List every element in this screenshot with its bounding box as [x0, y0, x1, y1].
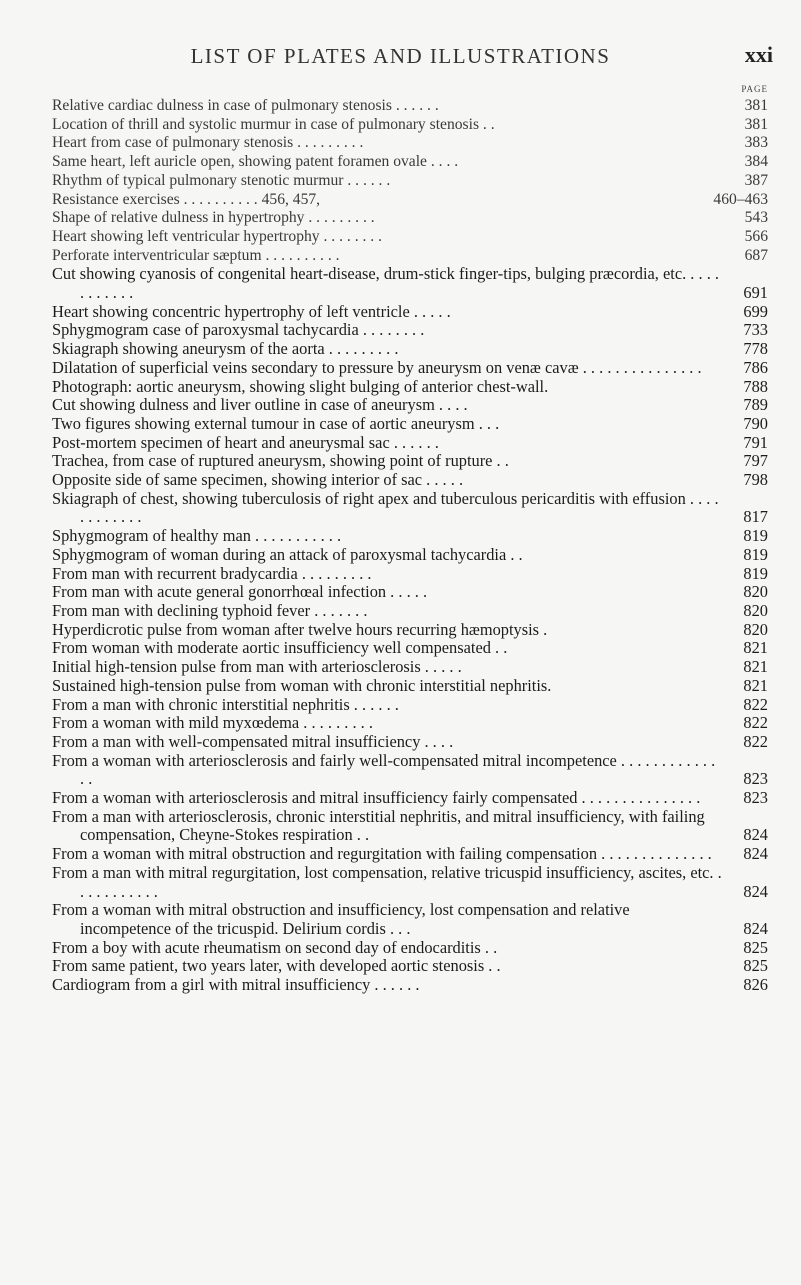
list-item: [52, 97, 768, 116]
entry-text: Skiagraph showing aneurysm of the aorta . . . . . . . . .: [52, 339, 399, 359]
entry-text: Trachea, from case of ruptured aneurysm, showing point of rupture . .: [52, 451, 509, 471]
entry-text: Sustained high-tension pulse from woman with chronic interstitial nephritis.: [52, 675, 552, 695]
entry-page-number: 824: [743, 825, 768, 845]
entry-text: From a woman with mitral obstruction and insufficiency, lost compensation and relative incompetence of the tricuspid. Delirium cordis . . .: [52, 900, 630, 938]
list-item: [52, 396, 768, 415]
entry-text: From a boy with acute rheumatism on second day of endocarditis . .: [52, 937, 498, 957]
entry-text: Cut showing cyanosis of congenital heart-disease, drum-stick finger-tips, bulging præcordia, etc. . . . . . . . . . . .: [52, 264, 719, 303]
entry-page-number: 821: [743, 638, 768, 658]
page-header-title: LIST OF PLATES AND ILLUSTRATIONS: [190, 44, 611, 68]
entry-page-number: 733: [743, 320, 768, 340]
entry-page-number: 387: [744, 171, 768, 189]
entry-page-number: 699: [743, 301, 768, 321]
list-item: [52, 452, 768, 471]
entry-page-number: 823: [743, 788, 768, 808]
entry-page-number: 381: [744, 97, 768, 114]
list-item: [52, 621, 768, 640]
list-item: [52, 340, 768, 359]
entry-page-number: 820: [743, 600, 768, 620]
list-item: [52, 901, 768, 938]
list-item: [52, 434, 768, 453]
list-item: [52, 153, 768, 172]
entry-text: From man with declining typhoid fever . . . . . . .: [52, 600, 368, 620]
entry-page-number: 789: [743, 395, 768, 415]
entry-page-number: 791: [743, 432, 768, 452]
entry-page-number: 825: [743, 937, 768, 957]
entry-page-number: 798: [743, 470, 768, 490]
list-item: [52, 172, 768, 191]
list-item: [52, 490, 768, 527]
entry-text: Heart from case of pulmonary stenosis . . . . . . . . .: [52, 134, 364, 152]
entry-text: Shape of relative dulness in hypertrophy . . . . . . . . .: [52, 209, 375, 227]
entry-page-number: 790: [743, 413, 768, 433]
list-item: [52, 864, 768, 901]
list-item: [52, 134, 768, 153]
list-item: [52, 321, 768, 340]
list-item: [52, 714, 768, 733]
entry-text: Rhythm of typical pulmonary stenotic murmur . . . . . .: [52, 171, 391, 189]
list-item: [52, 733, 768, 752]
entry-page-number: 820: [743, 619, 768, 639]
entry-text: Heart showing concentric hypertrophy of left ventricle . . . . .: [52, 301, 451, 321]
illustrations-list: [52, 97, 768, 995]
entry-page-number: 820: [743, 582, 768, 602]
entry-text: Location of thrill and systolic murmur in case of pulmonary stenosis . .: [52, 115, 495, 133]
entry-text: From man with acute general gonorrhœal infection . . . . .: [52, 582, 428, 602]
list-item: [52, 957, 768, 976]
list-item: [52, 658, 768, 677]
list-item: [52, 359, 768, 378]
entry-page-number: 543: [744, 209, 768, 227]
entry-text: From a man with arteriosclerosis, chronic interstitial nephritis, and mitral insufficiency, with failing compensation, Cheyne-Stokes respiration . .: [52, 806, 705, 845]
list-item: [52, 247, 768, 266]
entry-text: From a man with mitral regurgitation, lost compensation, relative tricuspid insufficiency, ascites, etc. . . . . . . . . . . .: [52, 862, 722, 901]
entry-text: Sphygmogram of woman during an attack of paroxysmal tachycardia . .: [52, 544, 523, 564]
entry-page-number: 826: [743, 975, 768, 995]
list-item: [52, 845, 768, 864]
entry-page-number: 822: [743, 713, 768, 733]
entry-text: Heart showing left ventricular hypertrophy . . . . . . . .: [52, 227, 382, 245]
entry-text: From a man with well-compensated mitral insufficiency . . . .: [52, 731, 454, 751]
list-item: [52, 752, 768, 789]
entry-page-number: 383: [744, 134, 768, 152]
entry-text: Cut showing dulness and liver outline in case of aneurysm . . . .: [52, 395, 468, 415]
list-item: [52, 191, 768, 210]
list-item: [52, 565, 768, 584]
list-item: [52, 939, 768, 958]
entry-page-number: 788: [743, 376, 768, 396]
entry-page-number: 822: [743, 731, 768, 751]
entry-text: Skiagraph of chest, showing tuberculosis of right apex and tuberculous pericarditis with effusion . . . . . . . . . . . .: [52, 488, 719, 527]
entry-text: Same heart, left auricle open, showing patent foramen ovale . . . .: [52, 153, 459, 171]
entry-page-number: 824: [743, 918, 768, 938]
list-item: [52, 209, 768, 228]
list-item: [52, 808, 768, 845]
entry-page-number: 691: [743, 283, 768, 303]
list-item: [52, 546, 768, 565]
entry-page-number: 817: [743, 507, 768, 527]
entry-page-number: 822: [743, 694, 768, 714]
entry-text: From a woman with mitral obstruction and regurgitation with failing compensation . . . . . . . . . . . . . .: [52, 844, 712, 864]
entry-text: Resistance exercises . . . . . . . . . . 456, 457,: [52, 190, 321, 208]
entry-page-number: 824: [743, 881, 768, 901]
entry-text: From a man with chronic interstitial nephritis . . . . . .: [52, 694, 399, 714]
entry-text: From a woman with arteriosclerosis and mitral insufficiency fairly compensated . . . . . . . . . . . . . . .: [52, 788, 701, 808]
entry-page-number: 819: [743, 563, 768, 583]
entry-page-number: 384: [744, 153, 768, 171]
entry-text: Dilatation of superficial veins secondary to pressure by aneurysm on venæ cavæ . . . . . . . . . . . . . . .: [52, 357, 702, 377]
entry-page-number: 566: [744, 227, 768, 245]
entry-text: Initial high-tension pulse from man with arteriosclerosis . . . . .: [52, 657, 462, 677]
entry-page-number: 823: [743, 769, 768, 789]
list-item: [52, 303, 768, 322]
entry-text: Hyperdicrotic pulse from woman after twelve hours recurring hæmoptysis .: [52, 619, 548, 639]
entry-text: Sphygmogram of healthy man . . . . . . . . . . .: [52, 526, 342, 546]
entry-text: Relative cardiac dulness in case of pulmonary stenosis . . . . . .: [52, 97, 439, 114]
entry-text: From man with recurrent bradycardia . . . . . . . . .: [52, 563, 372, 583]
list-item: [52, 378, 768, 397]
entry-page-number: 381: [744, 115, 768, 133]
entry-text: Two figures showing external tumour in case of aortic aneurysm . . .: [52, 413, 500, 433]
entry-text: Opposite side of same specimen, showing interior of sac . . . . .: [52, 470, 464, 490]
list-item: [52, 677, 768, 696]
entry-page-number: 819: [743, 544, 768, 564]
entry-page-number: 778: [743, 339, 768, 359]
entry-page-number: 824: [743, 844, 768, 864]
list-item: [52, 471, 768, 490]
list-item: [52, 976, 768, 995]
entry-text: Photograph: aortic aneurysm, showing slight bulging of anterior chest-wall.: [52, 376, 549, 396]
entry-page-number: 819: [743, 526, 768, 546]
entry-page-number: 821: [743, 675, 768, 695]
entry-text: Cardiogram from a girl with mitral insufficiency . . . . . .: [52, 975, 420, 995]
entry-page-number: 460–463: [713, 190, 768, 208]
list-item: [52, 583, 768, 602]
list-item: [52, 696, 768, 715]
entry-text: From woman with moderate aortic insufficiency well compensated . .: [52, 638, 508, 658]
page-column-label: PAGE: [741, 84, 768, 94]
list-item: [52, 602, 768, 621]
entry-page-number: 821: [743, 657, 768, 677]
page-number-roman: xxi: [744, 42, 773, 67]
list-item: [52, 415, 768, 434]
entry-text: From a woman with mild myxœdema . . . . . . . . .: [52, 713, 373, 733]
list-item: [52, 639, 768, 658]
entry-text: Post-mortem specimen of heart and aneurysmal sac . . . . . .: [52, 432, 439, 452]
entry-page-number: 786: [743, 357, 768, 377]
list-item: [52, 789, 768, 808]
list-item: [52, 228, 768, 247]
entry-page-number: 797: [743, 451, 768, 471]
entry-text: Perforate interventricular sæptum . . . . . . . . . .: [52, 246, 340, 264]
list-item: [52, 116, 768, 135]
list-item: [52, 265, 768, 302]
list-item: [52, 527, 768, 546]
entry-text: From same patient, two years later, with developed aortic stenosis . .: [52, 956, 501, 976]
entry-text: Sphygmogram case of paroxysmal tachycardia . . . . . . . .: [52, 320, 425, 340]
entry-text: From a woman with arteriosclerosis and fairly well-compensated mitral incompetence . . . . . . . . . . . . . .: [52, 750, 716, 789]
entry-page-number: 687: [744, 246, 768, 264]
entry-page-number: 825: [743, 956, 768, 976]
